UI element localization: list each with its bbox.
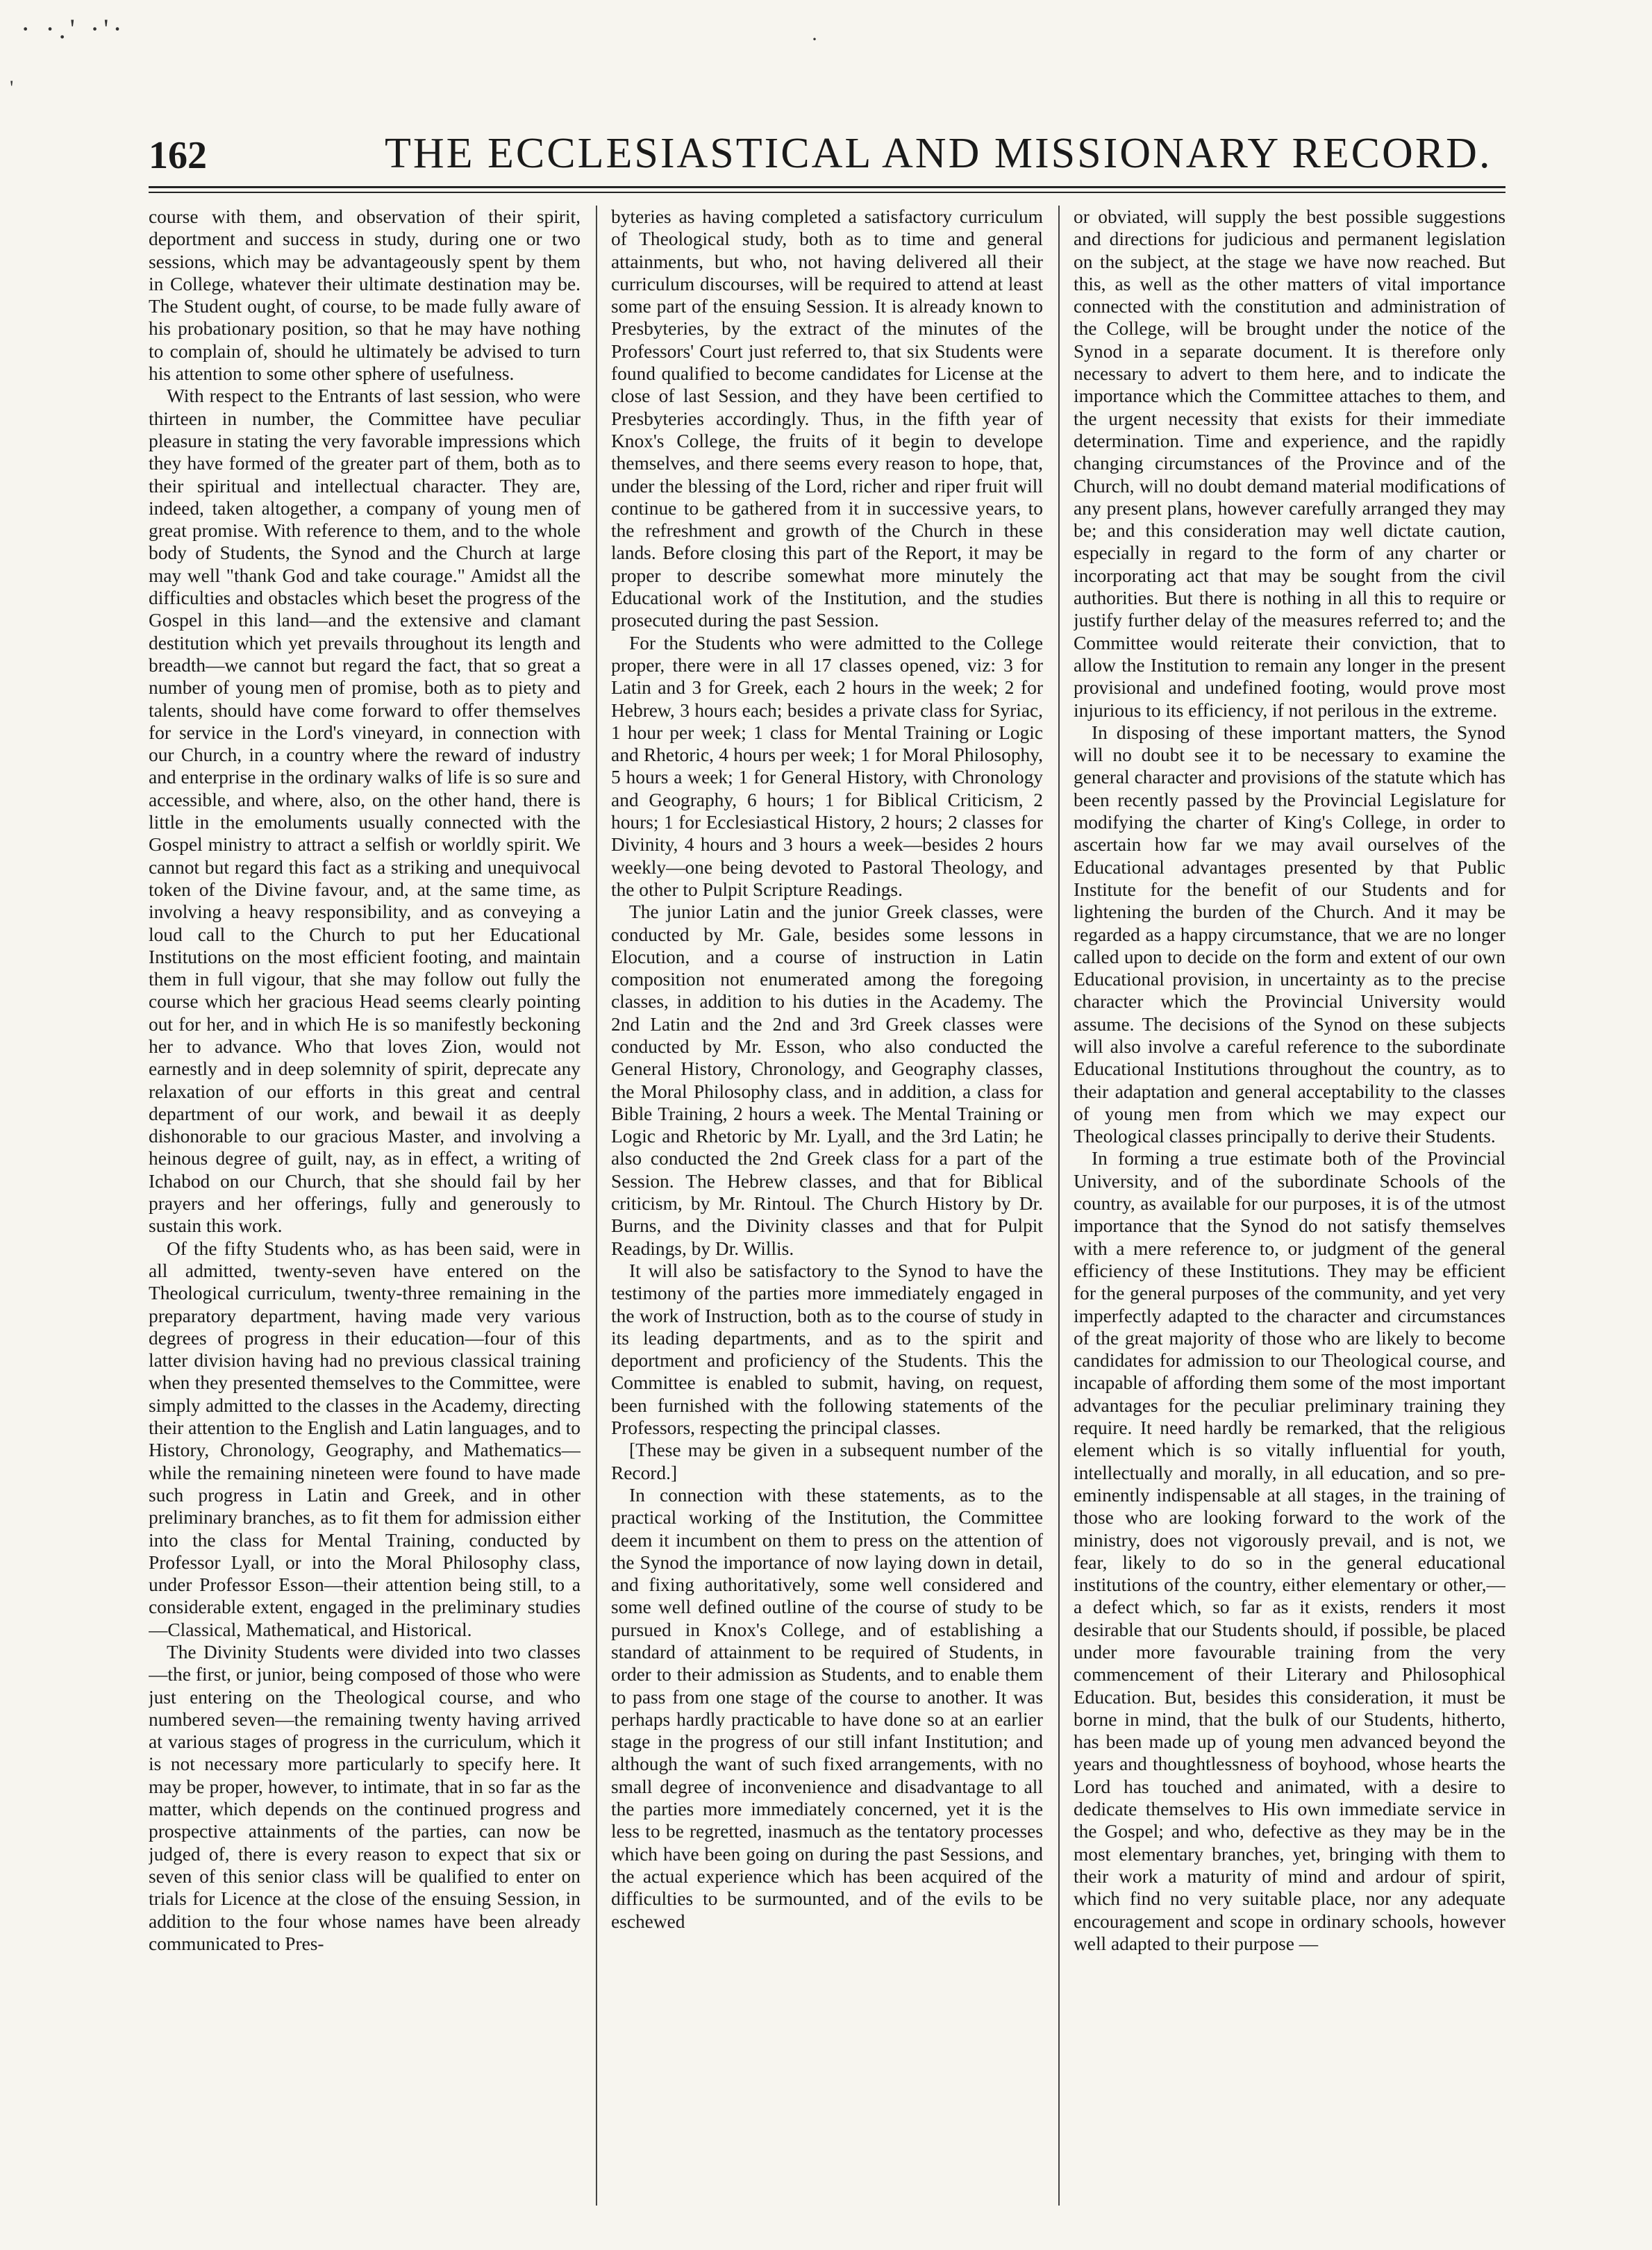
paragraph: In forming a true estimate both of the Provincial University, and of the subordinate Schools of the country, as available for our purposes, it is of the utmost importance that the Synod do not satisfy themselves with a mere reference to, or judgment of the general efficiency of these Institutions. They may be efficient for the general purposes of the community, and yet very imperfectly adapted to the character and circumstances of the great majority of those who are likely to become candidates for admission to our Theological course, and incapable of affording them some of the most important advantages for the peculiar preliminary training they require. It need hardly be remarked, that the religious element which is so vitally influential for youth, intellectually and morally, in all education, and so pre-eminently indispensable at all stages, in the training of those who are looking forward to the work of the ministry, does not vigorously prevail, and is not, we fear, likely to do so in the general educational institutions of the country, either elementary or other,—a defect which, so far as it exists, renders it most desirable that our Students should, if possible, be placed under more favourable training from the very commencement of their Literary and Philosophical Education. But, besides this consideration, it must be borne in mind, that the bulk of our Students, hitherto, has been made up of young men advanced beyond the years and thoughtlessness of boyhood, whose hearts the Lord has touched and animated, with a desire to dedicate themselves to His own immediate service in the Gospel; and who, defective as they may be in the most elementary branches, yet, bringing with them to their work a maturity of mind and ardour of spirit, which find no very suitable place, nor any adequate encouragement and scope in ordinary schools, however well adapted to their purpose — (1074, 1148, 1505, 1954)
paragraph: Of the fifty Students who, as has been said, were in all admitted, twenty-seven have entered on the Theological curriculum, twenty-three remaining in the preparatory department, having made very various degrees of progress in their education—four of this latter division having had no previous classical training when they presented themselves to the Committee, were simply admitted to the classes in the Academy, directing their attention to the English and Latin languages, and to History, Chronology, Geography, and Mathematics—while the remaining nineteen were found to have made such progress in Latin and Greek, and in other preliminary branches, as to fit them for admission either into the class for Mental Training, conducted by Professor Lyall, or into the Moral Philosophy class, under Professor Esson—their attention being still, to a considerable extent, engaged in the preliminary studies—Classical, Mathematical, and Historical. (149, 1238, 581, 1640)
paragraph: The junior Latin and the junior Greek classes, were conducted by Mr. Gale, besides some lessons in Elocution, and a course of instruction in Latin composition not enumerated among the foregoing classes, in addition to his duties in the Academy. The 2nd Latin and the 2nd and 3rd Greek classes were conducted by Mr. Esson, who also conducted the General History, Chronology, and Geography classes, the Moral Philosophy class, and in addition, a class for Bible Training, 2 hours a week. The Mental Training or Logic and Rhetoric by Mr. Lyall, and the 3rd Latin; he also conducted the 2nd Greek class for a part of the Session. The Hebrew classes, and that for Biblical criticism, by Mr. Rintoul. The Church History by Dr. Burns, and the Divinity classes and that for Pulpit Readings, by Dr. Willis. (611, 901, 1043, 1259)
paragraph: byteries as having completed a satisfactory curriculum of Theological study, both as to time and general attainments, but who, not having delivered all their curriculum discourses, will be required to attend at least some part of the ensuing Session. It is already known to Presbyteries, by the extract of the minutes of the Professors' Court just referred to, that six Students were found qualified to become candidates for License at the close of last Session, and they have been certified to Presbyteries accordingly. Thus, in the fifth year of Knox's College, the fruits of it begin to develope themselves, and there seems every reason to hope, that, under the blessing of the Lord, richer and riper fruit will continue to be gathered from it in successive years, to the refreshment and growth of the Church in these lands. Before closing this part of the Report, it may be proper to describe somewhat more minutely the Educational work of the Institution, and the studies prosecuted during the past Session. (611, 206, 1043, 631)
paragraph: The Divinity Students were divided into two classes—the first, or junior, being composed of those who were just entering on the Theological course, and who numbered seven—the remaining twenty having arrived at various stages of progress in the curriculum, which it is not necessary more particularly to specify here. It may be proper, however, to intimate, that in so far as the matter, which depends on the continued progress and prospective attainments of the parties, can now be judged of, there is every reason to expect that six or seven of this senior class will be qualified to enter on trials for Licence at the close of the ensuing Session, in addition to the four whose names have been already communicated to Pres- (149, 1642, 581, 1954)
column-left (149, 206, 581, 2219)
running-header (149, 129, 1505, 182)
column-middle (611, 206, 1043, 2219)
running-title: THE ECCLESIASTICAL AND MISSIONARY RECORD. (385, 130, 1492, 177)
header-rule (149, 186, 1505, 188)
paragraph: or obviated, will supply the best possible suggestions and directions for judicious and permanent legislation on the subject, at the stage we have now reached. But this, as well as the other matters of vital importance connected with the constitution and administration of the College, will be brought under the notice of the Synod in a separate document. It is therefore only necessary to advert to them here, and to indicate the importance which the Committee attaches to them, and the urgent necessity that exists for their immediate determination. Time and experience, and the rapidly changing circumstances of the Province and of the Church, will no doubt demand material modifications of any present plans, however carefully arranged they may be; and this consideration may well dictate caution, especially in regard to the form of any charter or incorporating act that may be sought from the civil authorities. But there is nothing in all this to require or justify further delay of the measures referred to; and the Committee would reiterate their conviction, that to allow the Institution to remain any longer in the present provisional and undefined footing, would prove most injurious to its efficiency, if not perilous in the extreme. (1074, 206, 1505, 721)
paragraph: For the Students who were admitted to the College proper, there were in all 17 classes opened, viz: 3 for Latin and 3 for Greek, each 2 hours in the week; 2 for Hebrew, 3 hours each; besides a private class for Syriac, 1 hour per week; 1 class for Mental Training or Logic and Rhetoric, 4 hours per week; 1 for Moral Philosophy, 5 hours a week; 1 for General History, with Chronology and Geography, 6 hours; 1 for Biblical Criticism, 2 hours; 1 for Ecclesiastical History, 2 hours; 2 classes for Divinity, 4 hours and 3 hours a week—besides 2 hours weekly—one being devoted to Pastoral Theology, and the other to Pulpit Scripture Readings. (611, 632, 1043, 900)
margin-specks: · ·.' ·'· (21, 13, 126, 44)
column-right (1074, 206, 1505, 2219)
paragraph: With respect to the Entrants of last session, who were thirteen in number, the Committee have peculiar pleasure in stating the very favorable impressions which they have formed of the greater part of them, both as to their spiritual and intellectual character. They are, indeed, taken altogether, a company of young men of great promise. With reference to them, and to the whole body of Students, the Synod and the Church at large may well "thank God and take courage." Amidst all the difficulties and obstacles which beset the progress of the Gospel in this land—and the extensive and clamant destitution which yet prevails throughout its length and breadth—we cannot but regard the fact, that so great a number of young men of promise, both as to piety and talents, should have come forward to offer themselves for service in the Lord's vineyard, in connection with our Church, in a country where the reward of industry and enterprise in the ordinary walks of life is so sure and accessible, and where, also, on the other hand, there is little in the emoluments usually connected with the Gospel ministry to attract a selfish or worldly spirit. We cannot but regard this fact as a striking and unequivocal token of the Divine favour, and, at the same time, as involving a heavy responsibility, and as conveying a loud call to the Church to put her Educational Institutions on the most efficient footing, and maintain them in full vigour, that she may follow out fully the course which her gracious Head seems clearly pointing out for her, and in which He is so manifestly beckoning her to advance. Who that loves Zion, would not earnestly and in deep solemnity of spirit, deprecate any relaxation of our efforts in this great and central department of our work, and bewail it as deeply dishonorable to our gracious Master, and involving a heinous degree of guilt, nay, as in effect, a writing of Ichabod on our Church, that she should fail by her prayers and her offerings, fully and generously to sustain this work. (149, 385, 581, 1237)
column-divider (596, 206, 597, 2206)
margin-speck: · (811, 28, 822, 51)
header-rule-thin (149, 192, 1505, 193)
text-columns (149, 206, 1505, 2219)
paragraph: It will also be satisfactory to the Synod to have the testimony of the parties more immediately engaged in the work of Instruction, both as to the course of study in its leading departments, and as to the spirit and deportment and proficiency of the Students. This the Committee is enabled to submit, having, on request, been furnished with the following statements of the Professors, respecting the principal classes. (611, 1260, 1043, 1439)
page-number: 162 (149, 134, 207, 177)
paragraph: course with them, and observation of their spirit, deportment and success in study, during one or two sessions, which may be advantageously spent by them in College, whatever their ultimate destination may be. The Student ought, of course, to be made fully aware of his probationary position, so that he may have nothing to complain of, should he ultimately be advised to turn his attention to some other sphere of usefulness. (149, 206, 581, 385)
margin-speck: ' (10, 76, 18, 99)
paragraph: In connection with these statements, as to the practical working of the Institution, the Committee deem it incumbent on them to press on the attention of the Synod the importance of now laying down in detail, and fixing authoritatively, some well considered and some well defined outline of the course of study to be pursued in Knox's College, and of establishing a standard of attainment to be required of Students, in order to their admission as Students, and to enable them to pass from one stage of the course to another. It was perhaps hardly practicable to have done so at an earlier stage in the progress of our still infant Institution; and although the want of such fixed arrangements, with no small degree of inconvenience and disadvantage to all the parties more immediately concerned, yet it is the less to be regretted, inasmuch as the tentatory processes which have been going on during the past Sessions, and the actual experience which has been acquired of the difficulties to be surmounted, and of the evils to be eschewed (611, 1484, 1043, 1932)
paragraph: [These may be given in a subsequent number of the Record.] (611, 1440, 1043, 1483)
paragraph: In disposing of these important matters, the Synod will no doubt see it to be necessary to examine the general character and provisions of the statute which has been recently passed by the Provincial Legislature for modifying the charter of King's College, in order to ascertain how far we may avail ourselves of the Educational advantages presented by that Public Institute for the benefit of our Students and for lightening the burden of the Church. And it may be regarded as a happy circumstance, that we are no longer called upon to decide on the form and extent of our own Educational provision, in uncertainty as to the precise character which the Provincial University would assume. The decisions of the Synod on these subjects will also involve a careful reference to the subordinate Educational Institutions throughout the country, as to their adaptation and general acceptability to the classes of young men from which we may expect our Theological classes principally to derive their Students. (1074, 722, 1505, 1147)
column-divider (1058, 206, 1060, 2206)
